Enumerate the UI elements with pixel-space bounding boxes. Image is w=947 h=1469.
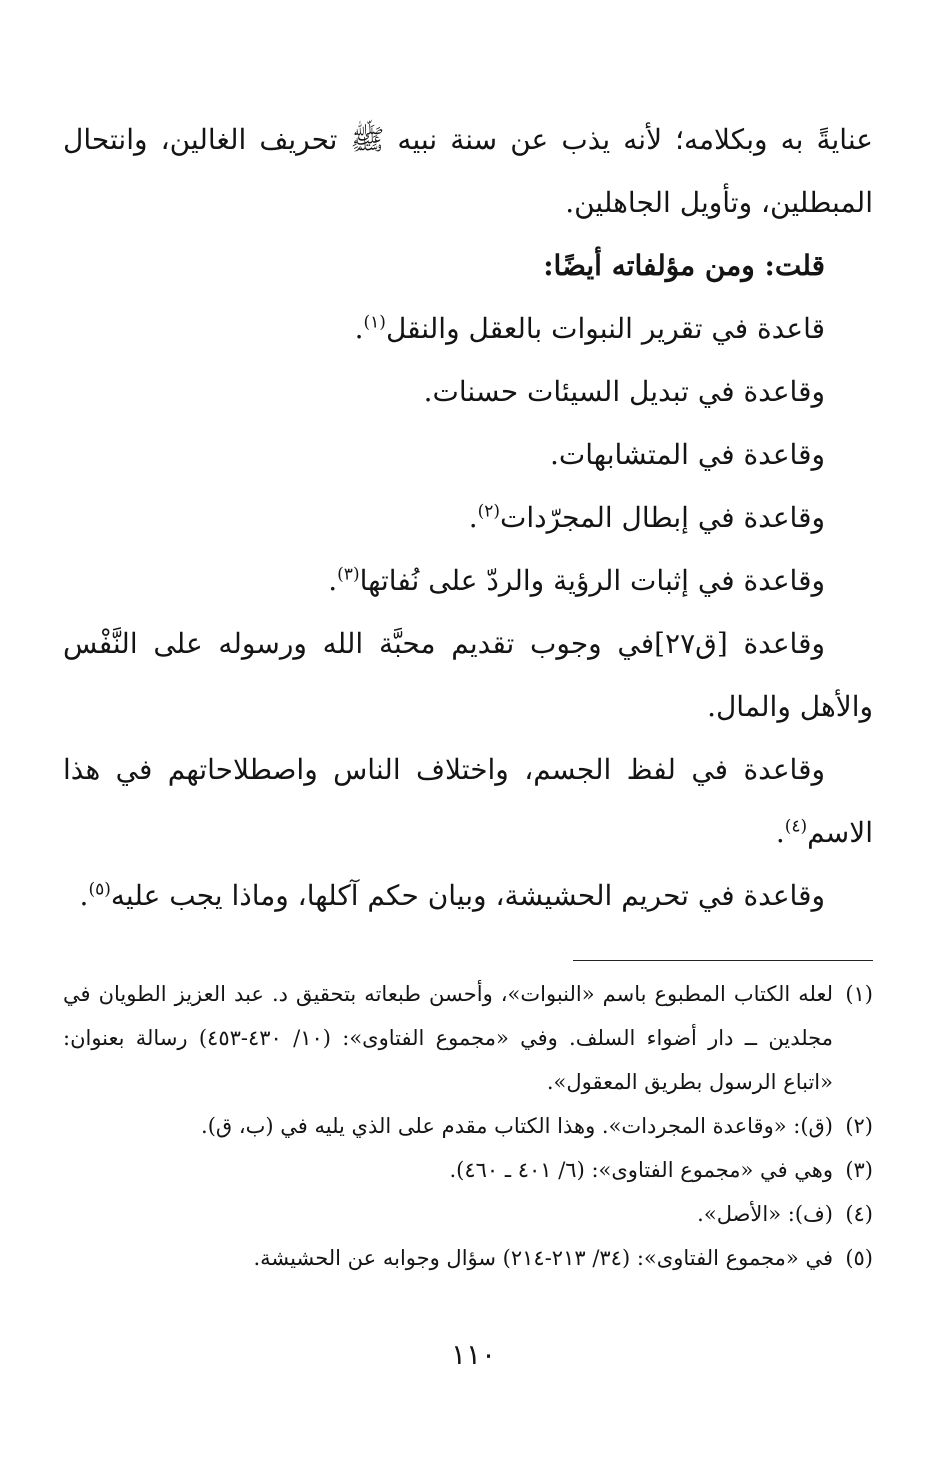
footnote-text: في «مجموع الفتاوى»: (٣٤/ ٢١٣-٢١٤) سؤال وجوابه عن الحشيشة.: [253, 1246, 833, 1270]
footnote-ref[interactable]: (٢): [477, 501, 501, 522]
list-item: وقاعدة [ق٢٧]في وجوب تقديم محبَّة الله ورسوله على النَّفْس والأهل والمال.: [63, 627, 873, 723]
list-item: وقاعدة في لفظ الجسم، واختلاف الناس واصطلاحاتهم في هذا الاسم$^{(٤)}$.: [63, 753, 873, 849]
list-item: وقاعدة في المتشابهات.: [550, 438, 825, 471]
footnote-number: (٥): [845, 1246, 873, 1270]
footnote-ref[interactable]: (٥): [88, 879, 111, 900]
footnote-ref[interactable]: (٣): [337, 564, 360, 585]
list-item: وقاعدة في إبطال المجرّدات$^{(٢)}$.: [468, 501, 825, 534]
list-item: وقاعدة في إثبات الرؤية والردّ على نُفاتها$^{(٣)}$.: [328, 564, 825, 597]
footnote-ref[interactable]: (١): [363, 312, 386, 333]
footnote-number: (٢): [845, 1114, 873, 1138]
footnotes: [63, 972, 873, 1280]
page-number: ١١٠: [450, 1338, 497, 1371]
footnote: [63, 1148, 873, 1192]
list-item: قاعدة في تقرير النبوات بالعقل والنقل$^{(١)}$.: [354, 312, 825, 345]
footnote-text: (ف): «الأصل».: [697, 1202, 833, 1226]
footnote-number: (٣): [845, 1158, 873, 1182]
footnote-separator: [573, 960, 873, 961]
main-text: [63, 108, 873, 927]
footnote-ref[interactable]: (٤): [784, 816, 808, 837]
footnote-number: (١): [845, 982, 873, 1006]
footnote-text: (ق): «وقاعدة المجردات». وهذا الكتاب مقدم على الذي يليه في (ب، ق).: [201, 1114, 833, 1138]
list-item: وقاعدة في تحريم الحشيشة، وبيان حكم آكلها، وماذا يجب عليه$^{(٥)}$.: [79, 879, 825, 912]
footnote: [63, 1192, 873, 1236]
footnote: [63, 1236, 873, 1280]
list-item: وقاعدة في تبديل السيئات حسنات.: [423, 375, 825, 408]
opening-paragraph: عنايةً به وبكلامه؛ لأنه يذب عن سنة نبيه ﷺ تحريف الغالين، وانتحال المبطلين، وتأويل الجاهلين.: [63, 123, 873, 219]
footnote-text: وهي في «مجموع الفتاوى»: (٦/ ٤٠١ ـ ٤٦٠).: [449, 1158, 833, 1182]
footnote: [63, 972, 873, 1104]
footnote-number: (٤): [845, 1202, 873, 1226]
footnote-text: لعله الكتاب المطبوع باسم «النبوات»، وأحسن طبعاته بتحقيق د. عبد العزيز الطويان في مجلدين ــ دار أضواء السلف. وفي «مجموع الفتاوى»: (١٠/ ٤٣٠-٤٥٣) رسالة بعنوان: «اتباع الرسول بطريق المعقول».: [63, 982, 833, 1094]
footnote: [63, 1104, 873, 1148]
section-heading: قلت: ومن مؤلفاته أيضًا:: [543, 249, 825, 282]
